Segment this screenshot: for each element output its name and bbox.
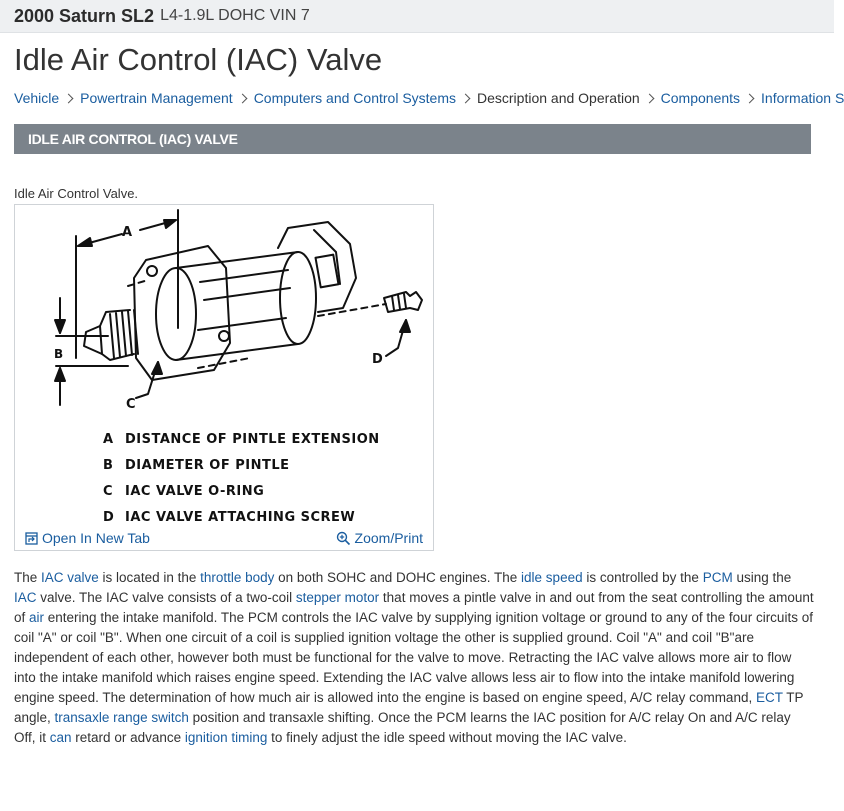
zoom-print-label: Zoom/Print bbox=[354, 530, 423, 546]
text-segment: that moves a pintle valve in and out from the seat controlling the amount of bbox=[14, 590, 814, 625]
text-segment: position and transaxle shifting. Once the PCM learns the IAC position for A/C relay On and A/C relay Off, it bbox=[14, 710, 791, 745]
link-transaxle-range-switch[interactable]: transaxle range switch bbox=[54, 710, 189, 725]
vehicle-name: 2000 Saturn SL2 bbox=[14, 5, 155, 26]
figure-container bbox=[14, 204, 434, 551]
chevron-right-icon bbox=[745, 93, 755, 103]
legend-item-d: D IAC VALVE ATTACHING SCREW bbox=[103, 510, 356, 525]
legend-item-b: B DIAMETER OF PINTLE bbox=[103, 458, 290, 473]
figure-label-a: A bbox=[122, 225, 133, 240]
page-title: Idle Air Control (IAC) Valve bbox=[14, 42, 383, 77]
link-can[interactable]: can bbox=[49, 730, 72, 745]
breadcrumb-information[interactable]: Information S bbox=[761, 90, 844, 106]
iac-valve-diagram bbox=[18, 208, 430, 524]
zoom-print-button[interactable] bbox=[336, 530, 423, 546]
open-new-tab-button[interactable] bbox=[25, 530, 150, 546]
text-segment: retard or advance bbox=[71, 730, 185, 745]
breadcrumb-description-operation: Description and Operation bbox=[477, 90, 640, 106]
link-pcm[interactable]: PCM bbox=[702, 570, 733, 585]
link-ect[interactable]: ECT bbox=[755, 690, 783, 705]
section-title: IDLE AIR CONTROL (IAC) VALVE bbox=[28, 131, 238, 147]
text-segment: is controlled by the bbox=[582, 570, 703, 585]
link-iac-valve[interactable]: IAC valve bbox=[41, 570, 99, 585]
figure-label-b: B bbox=[54, 347, 64, 361]
engine-spec: L4-1.9L DOHC VIN 7 bbox=[160, 7, 310, 24]
legend-item-c: C IAC VALVE O-RING bbox=[103, 484, 265, 499]
text-segment: The bbox=[14, 570, 42, 585]
link-throttle-body[interactable]: throttle body bbox=[200, 570, 275, 585]
text-segment: to finely adjust the idle speed without moving the IAC valve. bbox=[267, 730, 627, 745]
link-air[interactable]: air bbox=[29, 610, 45, 625]
chevron-right-icon bbox=[64, 93, 74, 103]
figure-label-d: D bbox=[372, 352, 383, 367]
legend-item-a: A DISTANCE OF PINTLE EXTENSION bbox=[103, 432, 380, 447]
text-segment: TP angle, bbox=[14, 690, 804, 725]
figure-caption: Idle Air Control Valve. bbox=[14, 186, 139, 201]
breadcrumb-vehicle[interactable]: Vehicle bbox=[14, 90, 60, 106]
breadcrumb-powertrain-management[interactable]: Powertrain Management bbox=[80, 90, 233, 106]
link-iac[interactable]: IAC bbox=[14, 590, 37, 605]
breadcrumb bbox=[14, 90, 844, 106]
text-segment: on both SOHC and DOHC engines. The bbox=[274, 570, 522, 585]
link-stepper-motor[interactable]: stepper motor bbox=[295, 590, 380, 605]
description-paragraph bbox=[14, 568, 814, 748]
zoom-magnifier-icon bbox=[336, 531, 351, 546]
chevron-right-icon bbox=[461, 93, 471, 103]
section-heading-bar bbox=[14, 124, 811, 154]
breadcrumb-computers-control-systems[interactable]: Computers and Control Systems bbox=[253, 90, 456, 106]
chevron-right-icon bbox=[237, 93, 247, 103]
figure-actions bbox=[15, 526, 433, 550]
text-segment: is located in the bbox=[98, 570, 201, 585]
vehicle-header bbox=[0, 0, 834, 33]
text-segment: valve. The IAC valve consists of a two-coil bbox=[36, 590, 296, 605]
text-segment: entering the intake manifold. The PCM controls the IAC valve by supplying ignition voltage or ground to any of the four circuits of coil "A" or coil "B". When one circuit of a coil is supplied ignition voltage the other is supplied ground. Coil "A" and coil "B"are independent of each other, however both must be functional for the valve to move. Retracting the IAC valve allows more air to flow into the intake manifold which raises engine speed. Extending the IAC valve allows less air to flow into the intake manifold lowering engine speed. The determination of how much air is allowed into the engine is based on engine speed, A/C relay command, bbox=[14, 610, 813, 705]
iac-valve-drawing bbox=[18, 208, 430, 524]
breadcrumb-components[interactable]: Components bbox=[660, 90, 741, 106]
open-new-tab-label: Open In New Tab bbox=[42, 530, 150, 546]
text-segment: using the bbox=[732, 570, 792, 585]
link-idle-speed[interactable]: idle speed bbox=[521, 570, 583, 585]
link-ignition-timing[interactable]: ignition timing bbox=[184, 730, 268, 745]
open-new-tab-icon bbox=[25, 532, 38, 545]
chevron-right-icon bbox=[644, 93, 654, 103]
figure-label-c: C bbox=[126, 397, 136, 412]
